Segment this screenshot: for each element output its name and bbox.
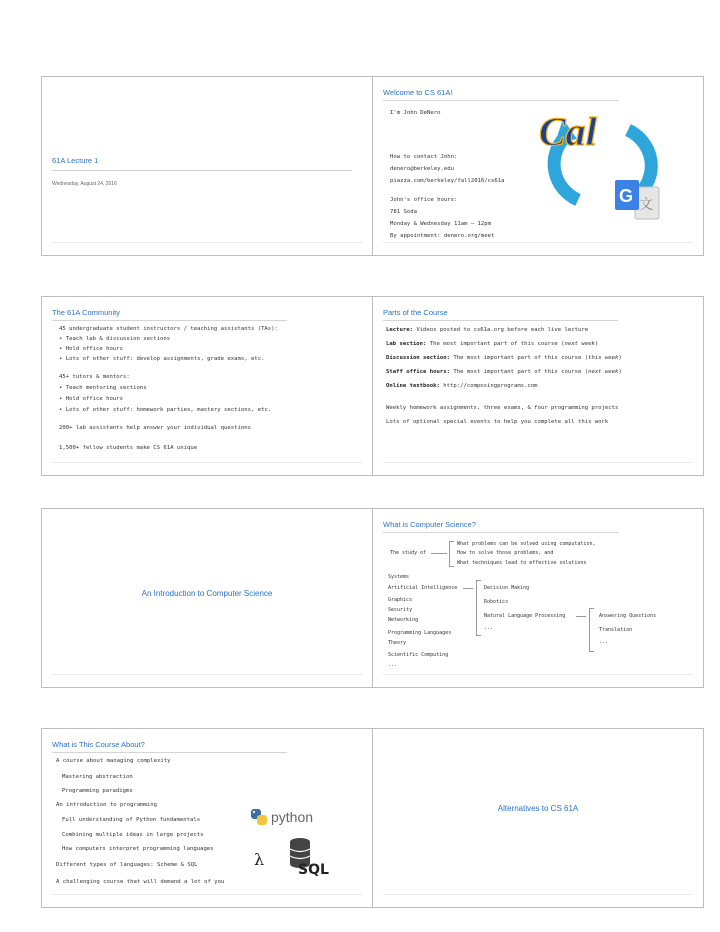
ai-field: Decision Making bbox=[484, 585, 530, 591]
cs-field: Theory bbox=[388, 640, 407, 646]
community-line: • Hold office hours bbox=[59, 396, 123, 402]
slide-course-about bbox=[41, 728, 373, 908]
nlp-field: ... bbox=[599, 639, 609, 645]
section-title: Alternatives to CS 61A bbox=[497, 804, 579, 813]
ai-bracket bbox=[476, 580, 481, 636]
slide-title bbox=[41, 76, 373, 256]
footer-rule bbox=[383, 242, 693, 243]
office-times: Monday & Wednesday 11am – 12pm bbox=[390, 221, 492, 227]
intro-line: I'm John DeNero bbox=[390, 110, 441, 116]
slide-title-cs: What is Computer Science? bbox=[383, 520, 476, 529]
translate-glyph: G bbox=[619, 186, 634, 206]
slide-what-is-cs bbox=[372, 508, 704, 688]
nlp-field: Translation bbox=[599, 627, 633, 633]
community-line: • Lots of other stuff: homework parties, mastery sections, etc. bbox=[59, 407, 272, 413]
about-line: Different types of languages: Scheme & SQL bbox=[56, 862, 198, 868]
cs-question: What techniques lead to effective solutions bbox=[457, 560, 587, 566]
community-line: 45 undergraduate student instructors / teaching assistants (TAs): bbox=[59, 326, 278, 332]
community-line: • Lots of other stuff: develop assignments, grade exams, etc. bbox=[59, 356, 265, 362]
community-line: • Teach lab & discussion sections bbox=[59, 336, 171, 342]
slide-title-about: What is This Course About? bbox=[52, 740, 145, 749]
course-part: Lab section: The most important part of this course (next week) bbox=[386, 341, 599, 347]
contact-email: denero@berkeley.edu bbox=[390, 166, 454, 172]
slide-alternatives bbox=[372, 728, 704, 908]
contact-heading: How to contact John: bbox=[390, 154, 458, 160]
footer-rule bbox=[52, 674, 362, 675]
slide-welcome bbox=[372, 76, 704, 256]
ai-field: Natural Language Processing bbox=[484, 613, 566, 619]
footer-rule bbox=[383, 894, 693, 895]
title-rule bbox=[383, 532, 618, 533]
python-eye bbox=[253, 811, 255, 813]
cs-field: Scientific Computing bbox=[388, 652, 449, 658]
nlp-bracket bbox=[589, 608, 594, 652]
title-rule bbox=[52, 170, 352, 171]
title-rule bbox=[383, 320, 618, 321]
study-bracket bbox=[449, 541, 454, 567]
footer-rule bbox=[52, 894, 362, 895]
footer-rule bbox=[383, 462, 693, 463]
slide-community bbox=[41, 296, 373, 476]
office-location: 781 Soda bbox=[390, 209, 417, 215]
lambda-icon: λ bbox=[254, 850, 265, 869]
slide-title-community: The 61A Community bbox=[52, 308, 120, 317]
footer-rule bbox=[52, 242, 362, 243]
lecture-date: Wednesday, August 24, 2016 bbox=[52, 181, 117, 187]
ai-field: ... bbox=[484, 625, 494, 631]
ai-connector bbox=[463, 588, 473, 589]
cs-field: Security bbox=[388, 607, 413, 613]
title-rule bbox=[383, 100, 618, 101]
sql-label: SQL bbox=[298, 862, 329, 877]
study-of-label: The study of bbox=[390, 550, 427, 556]
course-part: Discussion section: The most important part of this course (this week) bbox=[386, 355, 622, 361]
office-appointment: By appointment: denero.org/meet bbox=[390, 233, 495, 239]
about-line: A course about managing complexity bbox=[56, 758, 171, 764]
community-line: 1,500+ fellow students make CS 61A unique bbox=[59, 445, 198, 451]
cal-translate-graphic bbox=[533, 105, 673, 225]
sql-database-icon bbox=[288, 837, 344, 877]
nlp-field: Answering Questions bbox=[599, 613, 657, 619]
course-part: Staff office hours: The most important part of this course (next week) bbox=[386, 369, 622, 375]
community-line: 45+ tutors & mentors: bbox=[59, 374, 130, 380]
slide-intro-cs bbox=[41, 508, 373, 688]
about-line: Programming paradigms bbox=[62, 788, 133, 794]
about-line: A challenging course that will demand a lot of you bbox=[56, 879, 225, 885]
cs-field: ... bbox=[388, 662, 398, 668]
cs-field: Artificial Intelligence bbox=[388, 585, 458, 591]
footer-rule bbox=[383, 674, 693, 675]
cs-question: What problems can be solved using computation, bbox=[457, 541, 596, 547]
ai-field: Robotics bbox=[484, 599, 509, 605]
community-line: • Teach mentoring sections bbox=[59, 385, 147, 391]
cal-logo-icon: Cal bbox=[539, 109, 597, 154]
python-label: python bbox=[271, 809, 314, 825]
title-rule bbox=[52, 320, 287, 321]
cs-field: Networking bbox=[388, 617, 419, 623]
community-line: • Hold office hours bbox=[59, 346, 123, 352]
study-connector bbox=[431, 553, 447, 554]
slide-parts bbox=[372, 296, 704, 476]
python-logo-icon bbox=[249, 807, 341, 829]
about-line: Full understanding of Python fundamentals bbox=[62, 817, 201, 823]
about-line: How computers interpret programming languages bbox=[62, 846, 214, 852]
about-line: An introduction to programming bbox=[56, 802, 158, 808]
contact-piazza: piazza.com/berkeley/fall2016/cs61a bbox=[390, 178, 505, 184]
course-part: Online textbook: http://composingprograms.com bbox=[386, 383, 538, 389]
community-line: 200+ lab assistants help answer your individual questions bbox=[59, 425, 251, 431]
cs-field: Programming Languages bbox=[388, 630, 452, 636]
cs-question: How to solve those problems, and bbox=[457, 550, 554, 556]
office-hours-heading: John's office hours: bbox=[390, 197, 458, 203]
translate-char: 文 bbox=[639, 197, 653, 213]
slide-title-welcome: Welcome to CS 61A! bbox=[383, 88, 453, 97]
about-line: Mastering abstraction bbox=[62, 774, 133, 780]
course-note: Lots of optional special events to help you complete all this work bbox=[386, 419, 609, 425]
nlp-connector bbox=[576, 616, 586, 617]
cs-field: Graphics bbox=[388, 597, 413, 603]
section-title: An Introduction to Computer Science bbox=[141, 589, 273, 598]
title-rule bbox=[52, 752, 287, 753]
python-snake-yellow bbox=[257, 815, 267, 825]
lecture-title: 61A Lecture 1 bbox=[52, 156, 99, 165]
slide-title-parts: Parts of the Course bbox=[383, 308, 448, 317]
footer-rule bbox=[52, 462, 362, 463]
about-line: Combining multiple ideas in large projects bbox=[62, 832, 204, 838]
cs-field: Systems bbox=[388, 574, 410, 580]
course-part: Lecture: Videos posted to cs61a.org before each live lecture bbox=[386, 327, 589, 333]
course-note: Weekly homework assignments, three exams, & four programming projects bbox=[386, 405, 619, 411]
